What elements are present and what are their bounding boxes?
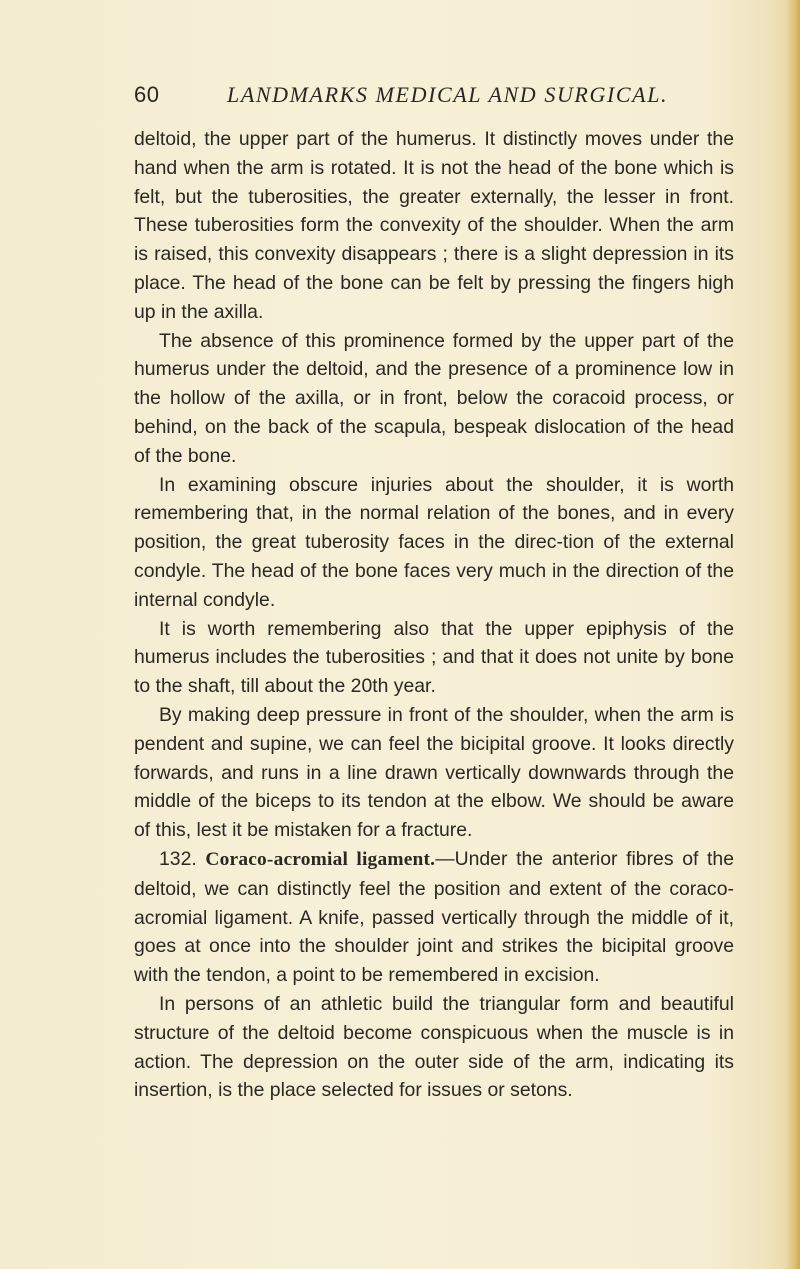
paragraph-dislocation: The absence of this prominence formed by the upper part of the humerus under the deltoid, and the presence of a prominence low in the hollow of the axilla, or in front, below the coracoid process, or behind, on the back of the scapula, bespeak dislocation of the head of the bone. <box>134 329 734 467</box>
paragraph-obscure-injuries: In examining obscure injuries about the shoulder, it is worth remembering that, in the normal relation of the bones, and in every position, the great tuberosity faces in the direc-tion of the external condyle. The head of the bone faces very much in the direction of the internal condyle. <box>134 473 734 611</box>
paragraph-athletic-build: In persons of an athletic build the triangular form and beautiful structure of the deltoid become conspicuous when the muscle is in action. The depression on the outer side of the arm, indicating its insertion, is the place selected for issues or setons. <box>134 992 734 1102</box>
running-title: LANDMARKS MEDICAL AND SURGICAL. <box>227 82 669 107</box>
paragraph-epiphysis: It is worth remembering also that the upper epiphysis of the humerus includes the tuberosities ; and that it does not unite by bone to the shaft, till about the 20th year. <box>134 617 734 698</box>
section-heading: Coraco-acromial ligament. <box>205 848 436 870</box>
section-132-paragraph <box>134 845 734 990</box>
page-number: 60 <box>134 82 160 107</box>
section-text: —Under the anterior fibres of the deltoid, we can distinctly feel the position and extent of the coraco-acromial ligament. A knife, passed vertically through the middle of it, goes at once into the shoulder joint and strikes the bicipital groove with the tendon, a point to be remembered in excision. <box>134 847 734 987</box>
running-head <box>134 82 734 116</box>
paragraph-continued: deltoid, the upper part of the humerus. It distinctly moves under the hand when the arm is rotated. It is not the head of the bone which is felt, but the tuberosities, the greater externally, the lesser in front. These tuberosities form the convexity of the shoulder. When the arm is raised, this convexity disappears ; there is a slight depression in its place. The head of the bone can be felt by pressing the fingers high up in the axilla. <box>134 128 734 323</box>
section-number: 132. <box>159 847 197 870</box>
paragraph-bicipital-groove: By making deep pressure in front of the shoulder, when the arm is pendent and supine, we can feel the bicipital groove. It looks directly forwards, and runs in a line drawn vertically downwards through the middle of the biceps to its tendon at the elbow. We should be aware of this, lest it be mistaken for a fracture. <box>134 703 734 842</box>
body-text <box>134 125 734 1105</box>
page-edge-stain <box>786 0 800 1269</box>
